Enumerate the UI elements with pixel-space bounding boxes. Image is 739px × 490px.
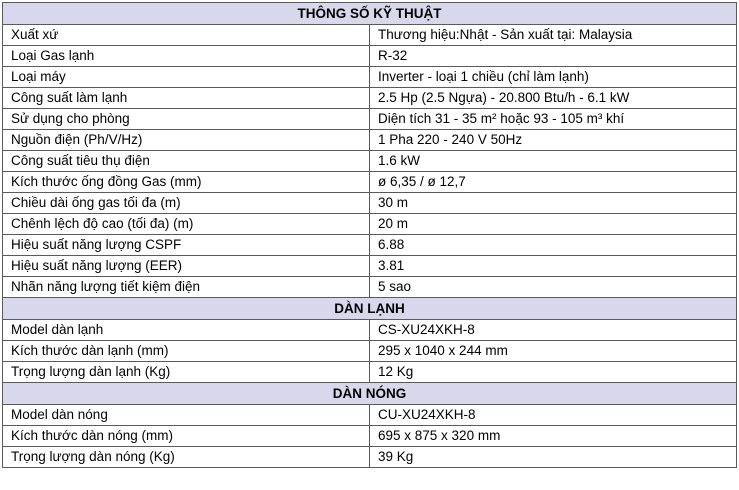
spec-value: 39 Kg (370, 447, 737, 468)
spec-value: 3.81 (370, 256, 737, 277)
spec-value: Thương hiệu:Nhật - Sản xuất tại: Malaysia (370, 25, 737, 46)
table-row (3, 46, 737, 67)
spec-label: Loại máy (3, 67, 370, 88)
spec-label: Nhãn năng lượng tiết kiệm điện (3, 277, 370, 298)
spec-value: 1 Pha 220 - 240 V 50Hz (370, 130, 737, 151)
spec-value: 20 m (370, 214, 737, 235)
spec-table (2, 2, 737, 468)
spec-label: Kích thước dàn nóng (mm) (3, 426, 370, 447)
spec-label: Sử dụng cho phòng (3, 109, 370, 130)
table-row (3, 130, 737, 151)
section-header-row (3, 298, 737, 320)
section-header-row (3, 3, 737, 25)
spec-table-body (3, 3, 737, 468)
spec-value: 695 x 875 x 320 mm (370, 426, 737, 447)
spec-value: R-32 (370, 46, 737, 67)
section-title: DÀN LẠNH (3, 298, 737, 320)
spec-label: Hiệu suất năng lượng CSPF (3, 235, 370, 256)
table-row (3, 277, 737, 298)
spec-label: Công suất tiêu thụ điện (3, 151, 370, 172)
spec-value: Inverter - loại 1 chiều (chỉ làm lạnh) (370, 67, 737, 88)
table-row (3, 320, 737, 341)
table-row (3, 172, 737, 193)
spec-value: CU-XU24XKH-8 (370, 405, 737, 426)
spec-label: Kích thước dàn lạnh (mm) (3, 341, 370, 362)
spec-value: 6.88 (370, 235, 737, 256)
spec-label: Nguồn điện (Ph/V/Hz) (3, 130, 370, 151)
spec-label: Chiều dài ống gas tối đa (m) (3, 193, 370, 214)
table-row (3, 235, 737, 256)
section-title: DÀN NÓNG (3, 383, 737, 405)
spec-label: Model dàn nóng (3, 405, 370, 426)
spec-label: Công suất làm lạnh (3, 88, 370, 109)
table-row (3, 109, 737, 130)
table-row (3, 405, 737, 426)
spec-value: Diện tích 31 - 35 m² hoặc 93 - 105 m³ khí (370, 109, 737, 130)
spec-label: Chênh lệch độ cao (tối đa) (m) (3, 214, 370, 235)
table-row (3, 25, 737, 46)
spec-label: Xuất xứ (3, 25, 370, 46)
table-row (3, 447, 737, 468)
spec-value: 30 m (370, 193, 737, 214)
section-header-row (3, 383, 737, 405)
spec-label: Kích thước ống đồng Gas (mm) (3, 172, 370, 193)
table-row (3, 151, 737, 172)
spec-value: 1.6 kW (370, 151, 737, 172)
spec-value: 5 sao (370, 277, 737, 298)
table-row (3, 193, 737, 214)
spec-label: Trọng lượng dàn lạnh (Kg) (3, 362, 370, 383)
spec-value: CS-XU24XKH-8 (370, 320, 737, 341)
table-row (3, 426, 737, 447)
table-row (3, 341, 737, 362)
table-row (3, 67, 737, 88)
table-row (3, 362, 737, 383)
spec-value: 12 Kg (370, 362, 737, 383)
spec-label: Model dàn lạnh (3, 320, 370, 341)
spec-value: 295 x 1040 x 244 mm (370, 341, 737, 362)
spec-label: Trọng lượng dàn nóng (Kg) (3, 447, 370, 468)
table-row (3, 256, 737, 277)
table-row (3, 88, 737, 109)
spec-value: 2.5 Hp (2.5 Ngựa) - 20.800 Btu/h - 6.1 kW (370, 88, 737, 109)
spec-label: Hiệu suất năng lượng (EER) (3, 256, 370, 277)
spec-value: ø 6,35 / ø 12,7 (370, 172, 737, 193)
section-title: THÔNG SỐ KỸ THUẬT (3, 3, 737, 25)
table-row (3, 214, 737, 235)
spec-label: Loại Gas lạnh (3, 46, 370, 67)
